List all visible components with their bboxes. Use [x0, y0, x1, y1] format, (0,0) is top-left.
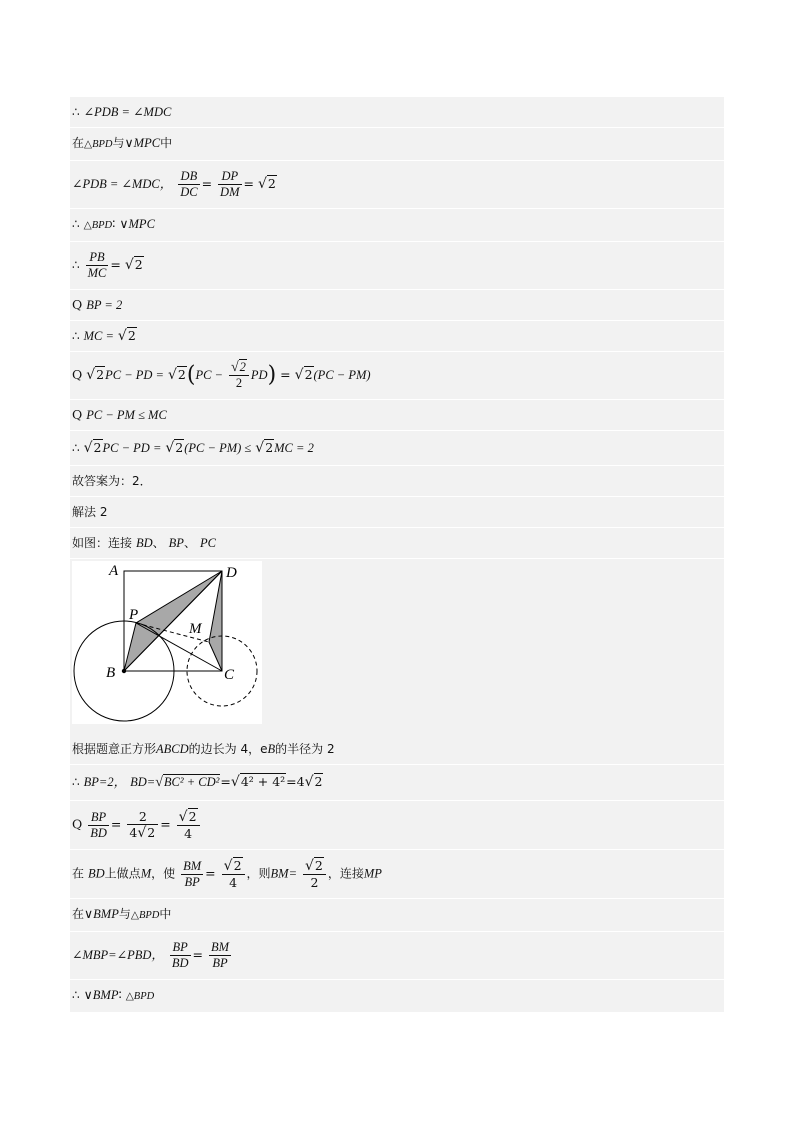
step-similar-triangles-2 [70, 980, 724, 1012]
math-text: ∨BMP [83, 988, 119, 1002]
label-p: P [129, 607, 139, 623]
equals-sign: = [220, 774, 231, 789]
therefore-sign: ∴ [72, 258, 80, 272]
solution-content [70, 97, 724, 1012]
text: 、 [152, 536, 165, 550]
text: 中 [160, 136, 173, 150]
denominator: BD [171, 956, 189, 970]
numerator: BP [170, 940, 191, 956]
radicand: 2 [134, 257, 143, 272]
text: 的半径为 2 [275, 742, 335, 756]
step-bd-length [70, 765, 724, 801]
math-text: ∨MPC [119, 217, 155, 231]
math-text: BPD [138, 910, 160, 921]
fraction [222, 858, 245, 890]
step-angle-equality [70, 97, 724, 128]
step-expression-transform [70, 352, 724, 400]
text: 上做点 [104, 866, 141, 881]
denominator: DM [220, 185, 240, 199]
square-root: √2 [83, 440, 102, 456]
text: 的边长为 4，e [188, 742, 268, 756]
square-root: √2 [223, 858, 242, 874]
denominator: BD [90, 825, 107, 840]
math-text: MC = 2 [274, 441, 314, 455]
fraction [86, 250, 109, 281]
triangle-symbol: △ [125, 990, 134, 1002]
square-root: √2 [230, 360, 246, 375]
step-final-inequality [70, 431, 724, 466]
text: 中 [159, 907, 172, 921]
therefore-sign: ∴ [72, 441, 80, 455]
text: 与 [118, 907, 131, 921]
math-text: =4 [286, 774, 305, 789]
equals-sign: = [280, 367, 291, 382]
square-root: √2 [257, 176, 276, 192]
denominator: DC [180, 185, 198, 199]
math-text: BD [88, 866, 105, 881]
math-text: BM= [270, 866, 298, 881]
equals-sign: = [192, 947, 204, 962]
triangle-symbol: △ [83, 219, 92, 231]
answer-line [70, 466, 724, 497]
radicand: 2 [93, 440, 102, 455]
triangle-symbol: △ [130, 909, 139, 921]
method-2-heading [70, 497, 724, 528]
similar-symbol: ∶ [112, 216, 116, 231]
answer-text: 故答案为：2． [72, 474, 152, 488]
radicand: 2 [177, 367, 186, 382]
square-root: √2 [167, 367, 186, 383]
math-text: PC − PM ≤ MC [86, 408, 167, 422]
step-bp-value [70, 290, 724, 321]
therefore-sign: ∴ [72, 105, 80, 119]
figure-caption [70, 528, 724, 559]
math-text: MC = [83, 329, 114, 343]
open-paren: ( [186, 362, 196, 388]
equals-sign: = [201, 176, 213, 191]
fraction [178, 169, 199, 200]
similar-symbol: ∶ [118, 987, 122, 1002]
radicand: 2 [233, 858, 242, 873]
fraction [181, 859, 203, 890]
fraction [88, 810, 109, 841]
square-circle-diagram [72, 561, 262, 724]
text: 根据题意正方形 [72, 742, 157, 756]
denominator: BP [212, 956, 228, 970]
square-root: √2 [124, 257, 143, 273]
step-ratio-equality [70, 161, 724, 209]
because-sign: Q [72, 407, 83, 422]
math-text: PC − PD = [105, 368, 164, 382]
math-text: (PC − PM) [313, 368, 371, 382]
fraction [229, 360, 249, 391]
fraction [127, 809, 158, 841]
denominator: 2 [310, 875, 319, 890]
math-text: ∨MPC [124, 136, 161, 150]
square-root: √2 [137, 825, 156, 841]
math-text: PC − [195, 368, 223, 382]
step-angle-ratio [70, 932, 724, 980]
step-construct-point-m [70, 850, 724, 899]
math-text: M [140, 866, 152, 881]
square-root: √2 [304, 774, 323, 790]
text: 在 [72, 907, 85, 921]
math-text: PC [199, 536, 216, 550]
denominator: 4 [184, 826, 193, 841]
denominator: 4 [229, 875, 238, 890]
radicand: 2 [314, 774, 323, 789]
therefore-sign: ∴ [72, 988, 80, 1002]
text: 在 [72, 866, 85, 881]
numerator: BP [88, 810, 109, 826]
radicand: 2 [239, 360, 246, 374]
radicand: 2 [314, 858, 323, 873]
text: 、 [183, 536, 196, 550]
numerator: BM [211, 940, 230, 954]
square-root: √4² + 4² [230, 774, 286, 790]
radicand: 2 [188, 809, 197, 824]
denominator: BP [184, 874, 200, 889]
because-sign: Q [72, 297, 83, 312]
step-given-info [70, 734, 724, 765]
square-root: √2 [86, 367, 105, 383]
label-m: M [189, 621, 202, 637]
step-bp-bd-ratio [70, 801, 724, 850]
math-text: (PC − PM) ≤ [184, 441, 252, 455]
equals-sign: = [110, 257, 121, 272]
fraction [170, 940, 191, 971]
numerator: BM [183, 858, 202, 873]
heading-text: 解法 2 [72, 505, 108, 519]
square-root: √2 [255, 440, 274, 456]
denominator: 2 [235, 376, 243, 390]
square-root: √2 [117, 328, 136, 344]
fraction [303, 858, 326, 890]
fraction [177, 809, 200, 841]
math-text: PC − PD = [102, 441, 162, 455]
denominator: MC [87, 266, 107, 280]
step-mc-value [70, 321, 724, 352]
equals-sign: = [110, 816, 122, 832]
square-root: √2 [165, 440, 184, 456]
math-text: ∠PDB = ∠MDC [83, 105, 172, 119]
math-text: BD [136, 536, 153, 550]
step-pb-mc-ratio [70, 242, 724, 290]
triangle-symbol: △ [84, 138, 93, 150]
square-root: √2 [294, 367, 313, 383]
label-a: A [109, 563, 119, 579]
radicand: 2 [147, 825, 156, 840]
equals-sign: = [205, 865, 216, 881]
math-text: ∠PDB = ∠MDC， [72, 177, 173, 191]
math-text: BP=2， [83, 775, 127, 789]
because-sign: Q [72, 816, 83, 832]
math-text: ∠MBP=∠PBD， [72, 948, 164, 962]
denominator-coef: 4 [129, 825, 138, 840]
radicand: 4² + 4² [240, 774, 286, 789]
square-root: √2 [305, 858, 323, 874]
square-root: √2 [178, 809, 197, 825]
math-text: MP [363, 866, 382, 881]
math-text: BPD [133, 991, 155, 1002]
step-similar-triangles [70, 209, 724, 242]
numerator: DP [218, 169, 241, 185]
radicand: 2 [267, 176, 276, 191]
text: 在 [72, 136, 85, 150]
label-d: D [226, 565, 237, 581]
numerator: DB [178, 169, 199, 185]
numerator: PB [86, 250, 109, 266]
math-text: BD= [130, 775, 156, 789]
text: ，使 [151, 866, 176, 881]
math-text: BPD [91, 220, 113, 231]
radicand: 2 [175, 440, 184, 455]
close-paren: ) [267, 362, 277, 388]
square-root: √BC² + CD² [155, 775, 220, 790]
radicand: 2 [265, 440, 274, 455]
numerator: 2 [127, 809, 158, 825]
radicand: 2 [304, 367, 313, 382]
point-b [122, 669, 126, 673]
text: 如图：连接 [72, 536, 133, 550]
radicand: BC² + CD² [163, 775, 220, 789]
label-b: B [106, 665, 116, 681]
equals-sign: = [243, 176, 254, 191]
math-text: ∨BMP [84, 907, 119, 921]
fraction [218, 169, 241, 200]
math-text: BP [168, 536, 184, 550]
geometry-figure [70, 559, 724, 734]
math-text: BPD [92, 139, 113, 150]
math-text: ABCD [156, 742, 189, 756]
math-text: BP = 2 [86, 298, 123, 312]
text: 与 [112, 136, 125, 150]
label-c: C [224, 667, 235, 683]
radicand: 2 [96, 367, 105, 382]
text: ，则 [246, 866, 271, 881]
math-text: PD [250, 368, 268, 382]
radicand: 2 [127, 328, 136, 343]
math-text: B [267, 742, 276, 756]
equals-sign: = [160, 816, 171, 832]
fraction [209, 940, 231, 971]
therefore-sign: ∴ [72, 329, 80, 343]
because-sign: Q [72, 367, 83, 382]
therefore-sign: ∴ [72, 775, 80, 789]
step-in-triangles-2 [70, 899, 724, 932]
step-inequality [70, 400, 724, 431]
text: ，连接 [327, 866, 364, 881]
therefore-sign: ∴ [72, 217, 80, 231]
step-in-triangles [70, 128, 724, 161]
